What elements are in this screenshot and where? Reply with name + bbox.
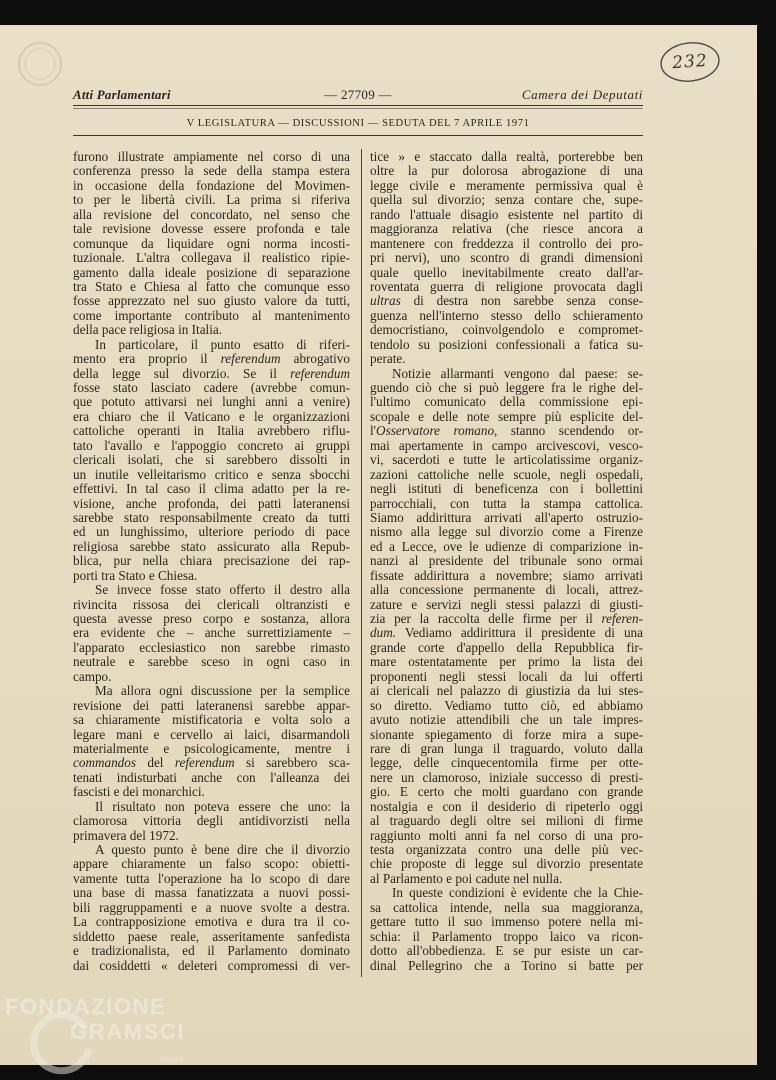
text-line: legge civile e meramente permissiva qual è [370, 177, 643, 193]
paragraph [73, 338, 350, 583]
left-column [73, 150, 350, 973]
text-line: della pace religiosa in Italia. [73, 322, 223, 338]
italic-term: referendum [290, 365, 350, 381]
text-line: mare ostentatamente per primo la lista dei [370, 654, 643, 670]
text-line: al traguardo degli oltre sei milioni di firme [370, 813, 643, 829]
text-line: grande corte d'appello della Repubblica fir- [370, 639, 643, 655]
text-line: nanzi al presidente del tribunale sono ormai [370, 553, 643, 569]
text-line: Siamo addirittura arrivati all'aperto ostruzio- [370, 509, 643, 525]
header-rule [73, 105, 643, 109]
text-line: tato l'avallo e l'appoggio concreto ai gruppi [73, 437, 350, 453]
text-line: Notizie allarmanti vengono dal paese: se- [392, 365, 643, 381]
text-line: La contrapposizione emotiva e dura tra il co- [73, 914, 350, 930]
text-line: legare mani e cervello ai laici, disarmandoli [73, 726, 350, 742]
text-line: gamento dalla ideale posizione di separazione [73, 264, 350, 280]
text-line: ultras di destra non sarebbe senza conse- [370, 293, 643, 309]
text-line: revisione dei patti lateranensi sarebbe appar- [73, 697, 350, 713]
text-line: porti tra Stato e Chiesa. [73, 567, 198, 583]
text-line: sionante spiegamento di forze mira a supe- [370, 726, 643, 742]
text-line: oltre la pur dolorosa abrogazione di una [370, 163, 643, 179]
text-line: guendo ciò che si può leggere fra le righe del- [370, 380, 643, 395]
text-line: visione, anche profonda, dei patti lateranensi [73, 495, 350, 511]
text-line: tenati indisturbati anche con l'alleanza dei [73, 769, 350, 785]
text-line: ed un lunghissimo, ulteriore periodo di pace [73, 524, 350, 540]
text-line: tra Stato e Chiesa al fatto che comunque esso [73, 278, 350, 294]
text-line: cattoliche operanti in Italia avrebbero riflu- [73, 423, 350, 439]
italic-term: referen- [601, 611, 643, 626]
text-line: alla revisione del concordato, nel senso che [73, 206, 350, 222]
text-line: zazioni cattoliche nelle scuole, negli ospedali, [370, 466, 643, 482]
paragraph [73, 150, 350, 338]
text-line: commandos del referendum si sarebbero sca- [73, 755, 350, 771]
paragraph [73, 684, 350, 800]
italic-term: commandos [73, 755, 137, 771]
text-line: mai apertamente in campo arcivescovi, vesco- [370, 437, 643, 453]
text-line: appare chiaramente un falso scopo: obietti- [73, 856, 350, 872]
text-line: campo. [73, 668, 112, 684]
text-line: dotto all'obbedienza. E se pur esiste un car- [370, 943, 643, 959]
text-line: fissate addirittura a novembre; siamo arrivati [370, 567, 643, 583]
text-line: roventata guerra di religione provocata dagli [370, 278, 643, 294]
text-line: sa chiaramente mistificatoria e volta solo a [73, 712, 350, 728]
text-line: que potuto attivarsi nei lunghi anni a venire) [73, 394, 350, 410]
header-publication: Atti Parlamentari [73, 87, 171, 102]
text-line: bili raggruppamenti e a nuove svolte a destra. [73, 899, 350, 915]
text-line: rare di gran lunga il traguardo, voluto dalla [370, 740, 643, 756]
text-line: clamorosa vittoria degli antidivorzisti nella [73, 813, 350, 829]
text-line: era chiaro che il Vaticano e le organizzazioni [73, 408, 350, 424]
text-line: l'ultimo comunicato della commissione epi- [370, 394, 643, 410]
text-line: rivincita rissosa dei clericali oltranzisti e [73, 596, 350, 612]
text-line: questa avesse preso corpo e sostanza, allora [73, 611, 350, 626]
text-line: tuzionale. L'altra collegava il realistico ripie- [73, 250, 350, 266]
text-line: nismo alla legge sul divorzio come a Firenze [370, 524, 643, 540]
text-line: era evidente che – anche surrettiziamente – [73, 625, 350, 641]
text-line: fosse stato lasciato cadere (avrebbe comun- [73, 380, 350, 395]
text-line: schia: il Parlamento troppo laico va ricon- [370, 928, 643, 944]
text-line: sarebbe stato responsabilmente creato da tutti [73, 509, 350, 525]
text-line: un inutile velleitarismo critico e senza sbocchi [73, 466, 350, 482]
text-line: in occasione della fondazione del Movimen- [73, 177, 350, 193]
text-line: come importante contributo al mantenimento [73, 307, 350, 323]
text-line: una base di massa fanatizzata a nuovi possi- [73, 885, 350, 901]
session-rule [73, 135, 643, 136]
text-line: l'apparato ecclesiastico non sarebbe rimasto [73, 639, 350, 655]
text-line: dai cosiddetti « deleteri compromessi di ver- [73, 957, 350, 973]
italic-term: referendum [174, 755, 235, 771]
text-line: mento era proprio il referendum abrogativo [73, 351, 350, 367]
text-line: tice » e staccato dalla realtà, porterebbe ben [370, 149, 643, 164]
watermark-onlus: onlus [160, 1054, 185, 1064]
faint-stamp-icon [14, 38, 66, 90]
text-line: A questo punto è bene dire che il divorzio [95, 842, 350, 857]
text-line: tale revisione dovesse essere profonda e tale [73, 221, 350, 237]
text-line: maggioranza relativa (che riesce ancora a [370, 221, 643, 237]
text-line: effettivi. In tal caso il clima adatto per la re- [73, 481, 350, 497]
text-line: zature e servizi negli stessi palazzi di giusti- [370, 596, 643, 612]
header-page-number: — 27709 — [324, 87, 392, 102]
text-line: Il risultato non poteva essere che uno: la [95, 798, 350, 814]
text-line: alla concessione permanente di locali, attrez- [370, 582, 643, 598]
text-line: l'Osservatore romano, stanno scendendo or- [370, 423, 643, 439]
paragraph [73, 843, 350, 973]
watermark-name: GRAMSCI [70, 1019, 186, 1044]
text-line: parrocchiali, con tutta la stampa cattolica. [370, 495, 643, 511]
paragraph [73, 583, 350, 684]
text-line: legge, delle cinquecentomila firme per otte- [370, 755, 643, 771]
session-title: V LEGISLATURA — DISCUSSIONI — SEDUTA DEL 7 APRILE 1971 [186, 118, 530, 129]
text-line: dinal Pellegrino che a Torino si batte per [370, 957, 643, 973]
text-line: raggiunto molti anni fa nel corso di una pro- [370, 827, 643, 843]
text-line: conferenza presso la sede della stampa estera [73, 163, 350, 179]
text-line: della legge sul divorzio. Se il referendum [73, 365, 350, 381]
paragraph [73, 800, 350, 843]
text-line: proponenti negli stessi locali da lui offerti [370, 668, 643, 684]
text-line: pri nervi), uno scontro di grandi dimensioni [370, 250, 643, 266]
text-line: rando l'attuale disagio esistente nel partito di [370, 206, 643, 222]
text-line: democristiano, coinvolgendolo e compromet- [370, 322, 643, 338]
text-line: materialmente e psicologicamente, mentre i [73, 740, 350, 756]
italic-term: Osservatore romano [376, 423, 495, 439]
text-line: mantenere con freddezza il controllo dei pro- [370, 235, 643, 251]
text-line: e tradizionalista, ed il Parlamento dominato [73, 943, 350, 959]
text-line: to per le libertà civili. La prima si riferiva [73, 192, 350, 208]
text-line: neutrale e sarebbe sceso in ogni caso in [73, 654, 350, 670]
text-line: perate. [370, 351, 406, 367]
text-line: Ma allora ogni discussione per la semplice [95, 683, 350, 699]
paragraph [370, 150, 643, 367]
text-line: gio. E certo che molti guardano con grande [370, 784, 643, 800]
text-line: clericali isolati, che si sarebbero dissolti in [73, 452, 350, 468]
header-chamber: Camera dei Deputati [521, 87, 643, 102]
text-line: quella sul divorzio; senza contare che, supe- [370, 192, 643, 208]
text-line: gettare tutto il suo immenso potere nella mi- [370, 914, 643, 930]
text-line: siddetto paese reale, asseritamente sanfedista [73, 928, 350, 944]
text-line: nostalgia e con il desiderio di ripeterlo oggi [370, 798, 643, 814]
handwritten-page-number: 232 [671, 50, 709, 74]
column-separator [361, 149, 362, 977]
text-line: ed a Lecce, ove le udienze di comparizione in- [370, 538, 643, 554]
text-line: scopale e delle note sempre più esplicite del- [370, 408, 643, 424]
text-line: fosse apprezzato nel suo giusto valore da tutti, [73, 293, 350, 309]
text-line: primavera del 1972. [73, 827, 179, 843]
text-line: religiosa sarebbe stato assicurato alla Repub- [73, 538, 350, 554]
italic-term: referendum [220, 351, 281, 367]
text-line: dum. Vediamo addirittura il presidente di una [370, 625, 643, 641]
text-line: nere un clamoroso, iniziale successo di presti- [370, 769, 643, 785]
text-line: al Parlamento e poi cadute nel nulla. [370, 870, 563, 886]
italic-term: dum. [370, 625, 397, 641]
text-line: avuto notizie attendibili che un tale impres- [370, 712, 643, 728]
paragraph [370, 886, 643, 973]
text-line: Se invece fosse stato offerto il destro alla [95, 582, 350, 598]
text-line: tendolo su posizioni confessionali a fatica su- [370, 336, 643, 352]
text-line: vi, sacerdoti e tutte le articolatissime organiz- [370, 452, 643, 468]
text-line: so diretto. Vediamo tutto ciò, ed abbiamo [370, 697, 643, 713]
text-line: quale quello inevitabilmente creato dall'ar- [370, 264, 643, 280]
paragraph [370, 367, 643, 887]
text-line: zia per la raccolta delle firme per il referen- [370, 611, 643, 626]
text-line: ai clericali nel palazzo di giustizia da lui stes- [370, 683, 643, 699]
text-line: comunque da liquidare ogni norma incosti- [73, 235, 350, 251]
text-line: guenza nell'interno stesso dello schieramento [370, 307, 643, 323]
text-line: testa organizzata contro una delle più vec- [370, 842, 643, 857]
watermark-foundation: FONDAZIONE [5, 994, 167, 1019]
right-column [370, 150, 643, 973]
text-line: blica, pur nella chiara precisazione dei rap- [73, 553, 350, 569]
text-line: In particolare, il punto esatto di riferi- [95, 336, 350, 352]
text-line: chie proposte di legge sul divorzio presentate [370, 856, 643, 872]
text-line: fascisti e dei monarchici. [73, 784, 205, 800]
text-line: negli istituti di beneficenza con i bollettini [370, 481, 643, 497]
text-line: In queste condizioni è evidente che la Chie- [392, 885, 643, 901]
text-line: sa cattolica intende, nella sua maggioranza, [370, 899, 643, 915]
text-line: furono illustrate ampiamente nel corso di una [73, 149, 350, 164]
text-line: vamente tutta l'operazione ha lo scopo di dare [73, 870, 350, 886]
italic-term: ultras [370, 293, 401, 309]
